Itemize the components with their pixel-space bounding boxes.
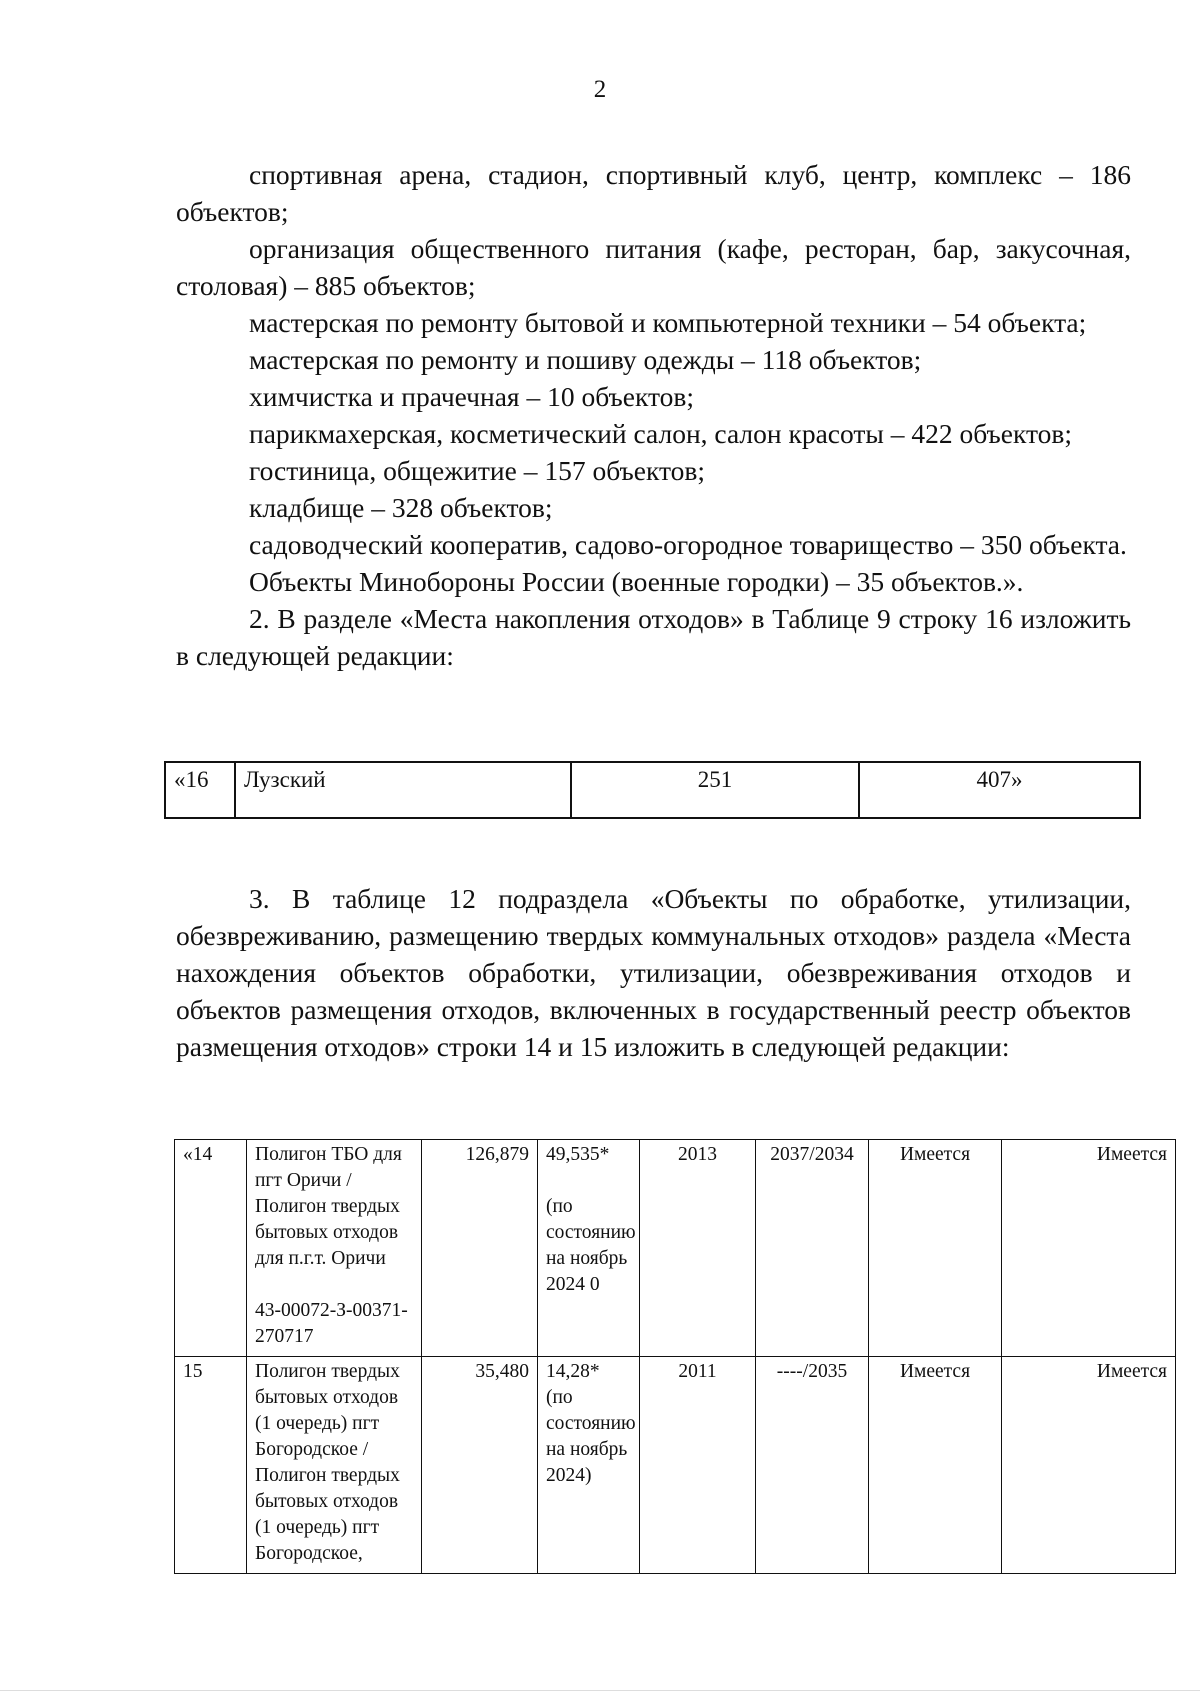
table-cell-used (538, 1357, 640, 1574)
table-cell-number: 15 (175, 1357, 247, 1574)
table-cell-object-name (247, 1140, 422, 1357)
table-cell-used (538, 1140, 640, 1357)
paragraph: 2. В разделе «Места накопления отходов» в Таблице 9 строку 16 изложить в следующей редакции: (176, 603, 1131, 671)
table-cell-year: 2013 (640, 1140, 756, 1357)
table-cell-status: Имеется (869, 1140, 1002, 1357)
table-9-row-16 (164, 761, 1141, 819)
paragraph: гостиница, общежитие – 157 объектов; (249, 455, 705, 486)
document-body-part-2 (176, 880, 1131, 1065)
spacer (546, 1168, 631, 1194)
table-cell-district: Лузский (235, 762, 571, 818)
paragraph: спортивная арена, стадион, спортивный клуб, центр, комплекс – 186 объектов; (176, 159, 1131, 227)
used-note: (по состоянию на ноябрь 2024 0 (546, 1196, 636, 1295)
paragraph: мастерская по ремонту и пошиву одежды – 118 объектов; (249, 344, 922, 375)
object-code: 43-00072-З-00371-270717 (255, 1300, 408, 1347)
object-name: Полигон ТБО для пгт Оричи / Полигон твердых бытовых отходов для п.г.т. Оричи (255, 1144, 402, 1269)
page-number: 2 (593, 76, 607, 103)
table-cell-capacity: 126,879 (422, 1140, 538, 1357)
object-name: Полигон твердых бытовых отходов (1 очередь) пгт Богородское / Полигон твердых бытовых отходов (1 очередь) пгт Богородское, (255, 1361, 400, 1564)
table-cell-capacity: 35,480 (422, 1357, 538, 1574)
table-cell-value: 407» (859, 762, 1140, 818)
paragraph: организация общественного питания (кафе, ресторан, бар, закусочная, столовая) – 885 объектов; (176, 233, 1131, 301)
used-note: (по состоянию на ноябрь 2024) (546, 1387, 636, 1486)
paragraph: 3. В таблице 12 подраздела «Объекты по обработке, утилизации, обезвреживанию, размещению твердых коммунальных отходов» раздела «Места нахождения объектов обработки, утилизации, обезвреживания отходов и объектов размещения отходов, включенных в государственный реестр объектов размещения отходов» строки 14 и 15 изложить в следующей редакции: (176, 883, 1131, 1062)
table-cell-number: «16 (165, 762, 235, 818)
spacer (255, 1272, 413, 1298)
table-row (175, 1140, 1176, 1357)
table-12-rows-14-15 (174, 1139, 1176, 1574)
table-cell-term: 2037/2034 (756, 1140, 869, 1357)
table-cell-number: «14 (175, 1140, 247, 1357)
used-value: 14,28* (546, 1361, 600, 1382)
table-cell-status: Имеется (1002, 1140, 1176, 1357)
paragraph: химчистка и прачечная – 10 объектов; (249, 381, 694, 412)
paragraph: Объекты Минобороны России (военные городки) – 35 объектов.». (249, 566, 1024, 597)
page-edge-line (0, 1690, 1200, 1691)
document-body (176, 156, 1131, 674)
table-row (165, 762, 1140, 818)
table-cell-year: 2011 (640, 1357, 756, 1574)
table-row (175, 1357, 1176, 1574)
table-cell-term: ----/2035 (756, 1357, 869, 1574)
paragraph: парикмахерская, косметический салон, салон красоты – 422 объектов; (249, 418, 1073, 449)
paragraph: садоводческий кооператив, садово-огородное товарищество – 350 объекта. (249, 529, 1127, 560)
paragraph: мастерская по ремонту бытовой и компьютерной техники – 54 объекта; (249, 307, 1087, 338)
table-cell-status: Имеется (1002, 1357, 1176, 1574)
used-value: 49,535* (546, 1144, 610, 1165)
paragraph: кладбище – 328 объектов; (249, 492, 553, 523)
table-cell-value: 251 (571, 762, 859, 818)
table-cell-object-name (247, 1357, 422, 1574)
table-cell-status: Имеется (869, 1357, 1002, 1574)
